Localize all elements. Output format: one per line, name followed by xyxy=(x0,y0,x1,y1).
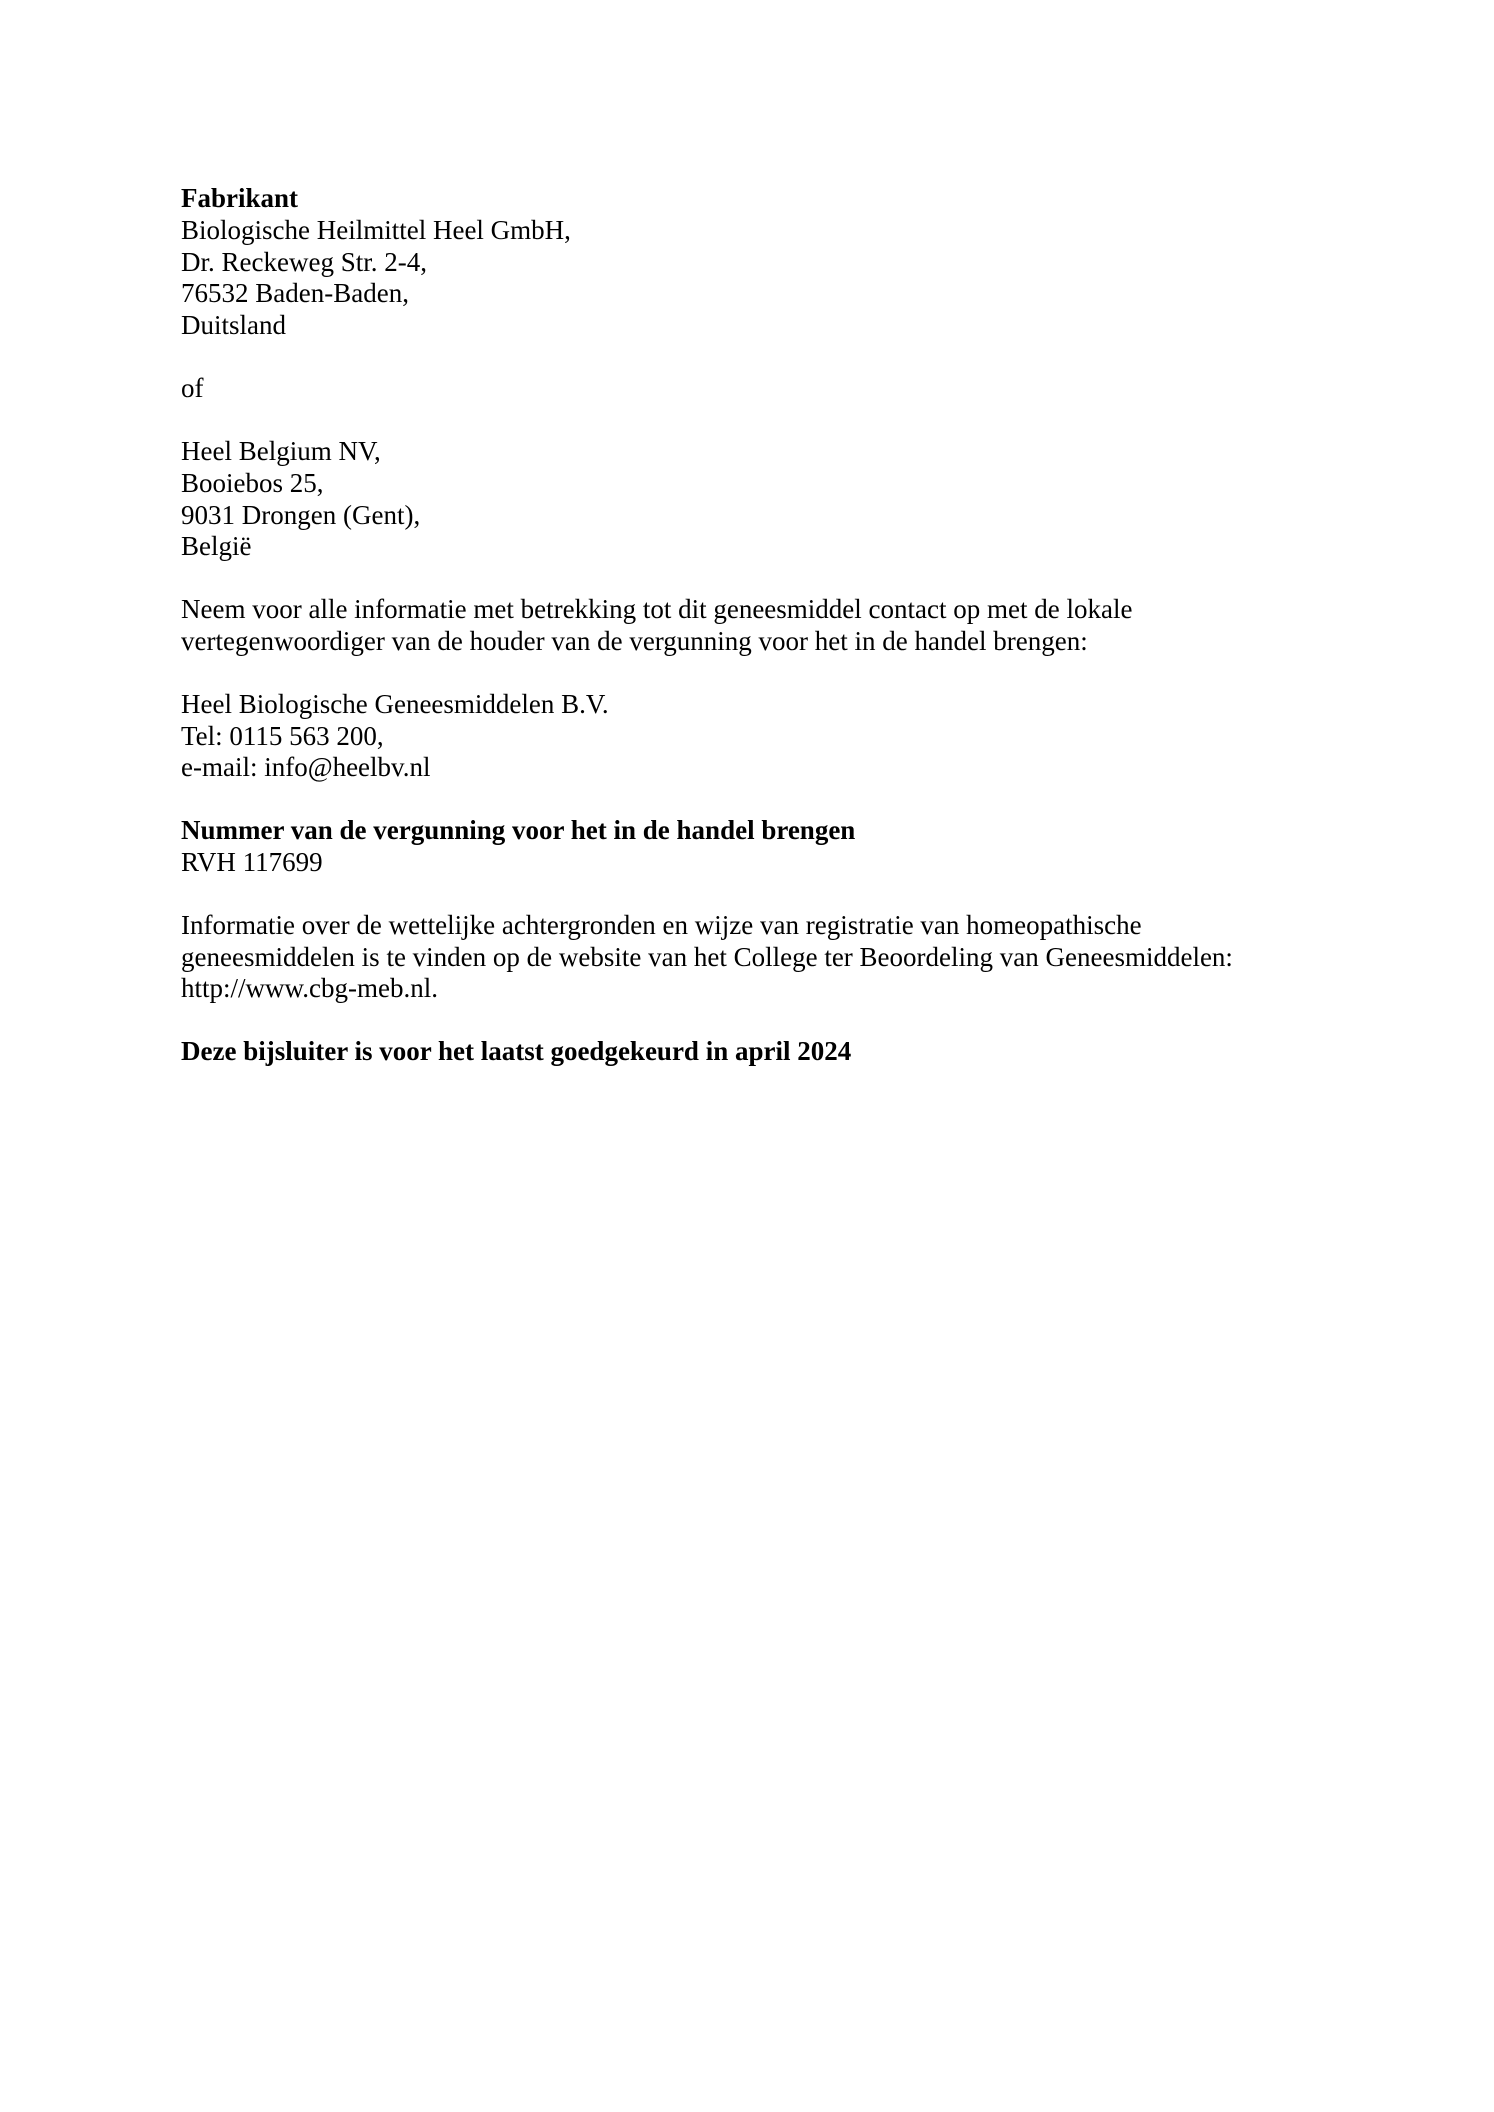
approval-date-text: Deze bijsluiter is voor het laatst goedgekeurd in april 2024 xyxy=(181,1036,852,1066)
contact-email: e-mail: info@heelbv.nl xyxy=(181,752,431,782)
manufacturer-2-country: België xyxy=(181,531,252,561)
manufacturer-separator: of xyxy=(181,373,204,403)
contact-intro-line-2: vertegenwoordiger van de houder van de vergunning voor het in de handel brengen: xyxy=(181,626,1088,656)
contact-intro-line-1: Neem voor alle informatie met betrekking tot dit geneesmiddel contact op met de lokale xyxy=(181,594,1133,624)
manufacturer-1-country: Duitsland xyxy=(181,310,286,340)
manufacturer-1-street: Dr. Reckeweg Str. 2-4, xyxy=(181,247,427,277)
manufacturer-2-city: 9031 Drongen (Gent), xyxy=(181,500,421,530)
manufacturer-1-name: Biologische Heilmittel Heel GmbH, xyxy=(181,215,571,245)
info-line-2: geneesmiddelen is te vinden op de website van het College ter Beoordeling van Geneesmiddelen: xyxy=(181,942,1233,972)
registration-heading: Nummer van de vergunning voor het in de handel brengen xyxy=(181,815,856,845)
manufacturer-2-street: Booiebos 25, xyxy=(181,468,324,498)
info-line-1: Informatie over de wettelijke achtergronden en wijze van registratie van homeopathische xyxy=(181,910,1142,940)
contact-phone: Tel: 0115 563 200, xyxy=(181,721,384,751)
registration-number: RVH 117699 xyxy=(181,847,323,877)
manufacturer-2-name: Heel Belgium NV, xyxy=(181,436,381,466)
info-url: http://www.cbg-meb.nl. xyxy=(181,973,438,1003)
manufacturer-1-city: 76532 Baden-Baden, xyxy=(181,278,409,308)
manufacturer-heading: Fabrikant xyxy=(181,183,299,213)
contact-company: Heel Biologische Geneesmiddelen B.V. xyxy=(181,689,609,719)
